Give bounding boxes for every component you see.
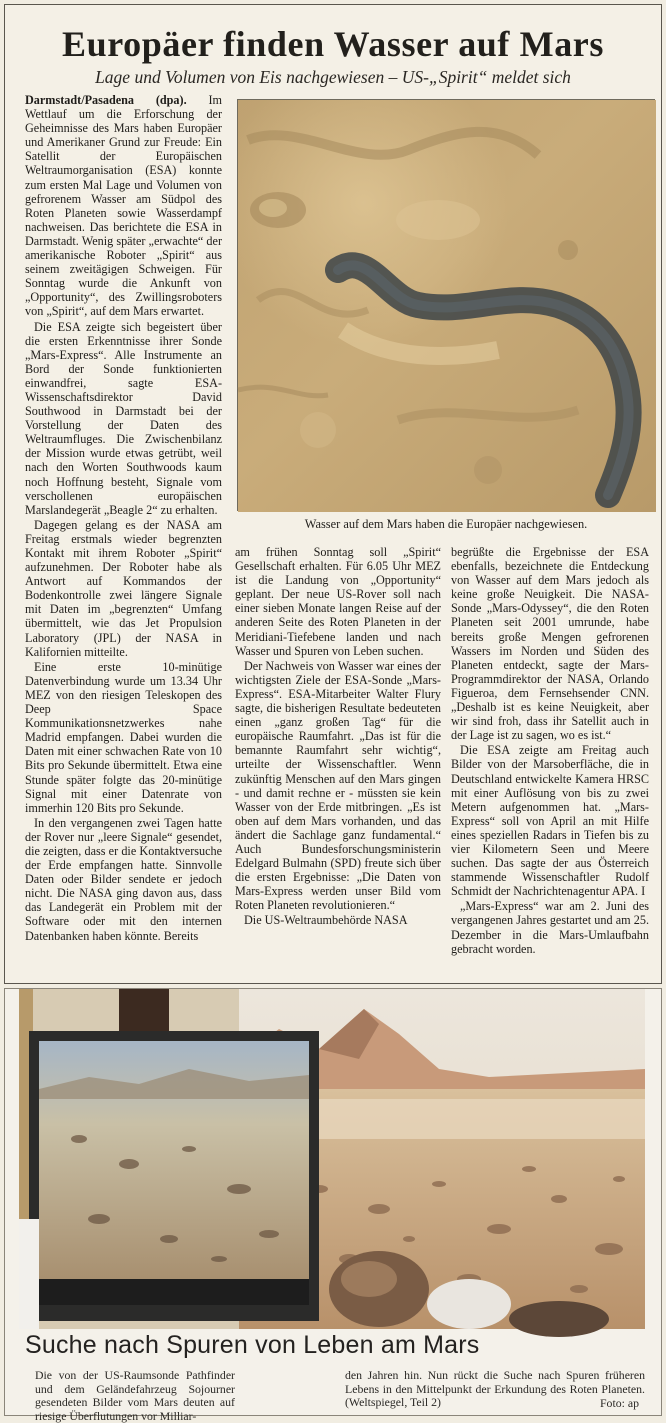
paragraph: Eine erste 10-minütige Datenverbindung wurde um 13.34 Uhr MEZ von den riesigen Teleskopen des Deep Space Kommunikationsnetzwerkes nahe Madrid empfangen. Dabei wurden die Daten mit einer schwachen Rate von 10 Bits pro Sekunde übermittelt. Etwa eine Stunde später folgte das 20-minütige Signal mit einer Datenrate von immerhin 120 Bits pro Sekunde. [25,659,222,815]
article-headline: Europäer finden Wasser auf Mars [62,24,604,64]
article-subheadline: Lage und Volumen von Eis nachgewiesen – US-„Spirit“ meldet sich [95,67,571,87]
photo-headline: Suche nach Spuren von Leben am Mars [25,1331,480,1359]
newspaper-clipping-photo [4,988,662,1423]
exhibit-image [19,989,645,1329]
paragraph: begrüßte die Ergebnisse der ESA ebenfalls, bezeichnete die Entdeckung von Wasser auf dem Mars jedoch als keine große Neuigkeit. Die NASA-Sonde „Mars-Odyssey“, die den Roten Planeten seit 2001 umrunde, habe bereits große Mengen gefrorenen Wassers im Norden und Süden des Planeten entdeckt, sagte der Mars-Programmdirektor der NASA, Orlando Figueroa, dem Fernsehsender CNN. „Deshalb ist es keine Neuigkeit, aber wir sind froh, dass ihr Satellit auch in der Lage ist zu sagen, wo es ist.“ [451,545,649,743]
mars-ice-image [238,100,656,512]
paragraph: Die US-Weltraumbehörde NASA [244,913,408,928]
photo-caption-left: Die von der US-Raumsonde Pathfinder und dem Geländefahrzeug Sojourner gesendeten Bilder vom Mars deuten auf riesige Überflutungen vor Milliar- [35,1368,235,1423]
lead-text: Im Wettlauf um die Erforschung der Geheimnisse des Mars haben Europäer und Amerikaner Grund zur Freude: Ein Satellit der Europäischen Weltraumorganisation (ESA) konnte zum ersten Mal Lage und Volumen von gefrorenem Wasser am Südpol des Roten Planeten sowie Wasserdampf nachweisen. Das berichtete die ESA in Darmstadt. Wenig später „erwachte“ der amerikanische Roboter „Spirit“ aus seinem zweitägigen Schweigen. Für Sonntag wurde die Ankunft von „Opportunity“, des Zwillingsroboters von „Spirit“, auf dem Mars erwartet. [25,93,222,319]
mars-exhibit-photo [19,989,645,1329]
text-column-2 [235,545,441,983]
photo-caption: Wasser auf dem Mars haben die Europäer nachgewiesen. [304,517,588,531]
text-column-1 [25,93,222,983]
paragraph: In den vergangenen zwei Tagen hatte der Rover nur „leere Signale“ gesendet, die zeigten, dass er die Kontaktversuche der Erde empfangen hatte. Sinnvolle Daten oder Bilder sendete er jedoch nicht. Die NASA ging davon aus, dass das Landegerät ein Problem mit der Software oder mit den internen Datenbanken haben könnte. Bereits [25,815,222,943]
dateline: Darmstadt/Pasadena (dpa). [25,93,187,107]
paragraph: „Mars-Express“ war am 2. Juni des vergangenen Jahres gestartet und am 25. Dezember in die Mars-Umlaufbahn gebracht worden. [451,899,649,956]
paragraph-lead [25,93,222,319]
paragraph: Dagegen gelang es der NASA am Freitag erstmals wieder begrenzten Kontakt mit ihrem Roboter „Spirit“ aufzunehmen. Der Roboter habe als Antwort auf Kommandos der Bodenkontrolle zwei längere Signale mit Daten im „begrenzten“ Umfang übermittelt, wie das Jet Propulsion Laboratory (JPL) der NASA in Kalifornien mitteilte. [25,517,222,659]
paragraph: Die ESA zeigte sich begeistert über die ersten Erkenntnisse ihrer Sonde „Mars-Express“. Alle Instrumente an Bord der Sonde funktionierten einwandfrei, sagte ESA-Wissenschaftsdirektor David Southwood in Darmstadt bei der Vorstellung der Daten des Weltraumfluges. Die Zwischenbilanz der Mission wurde etwas getrübt, weil nach den Worten Southwoods kaum noch Hoffnung besteht, Signale vom verschollenen europäischen Marslandegerät „Beagle 2“ zu erhalten. [25,319,222,517]
photo-caption-right: den Jahren hin. Nun rückt die Suche nach Spuren früheren Lebens in den Mittelpunkt der Erkundung des Roten Planeten. (Weltspiegel, Teil 2) [345,1368,645,1410]
text-column-3 [451,545,649,983]
paragraph: Die ESA zeigte am Freitag auch Bilder von der Marsoberfläche, die in Deutschland entwickelte Kamera HRSC mit einer Auflösung von bis zu zwei Metern aufgenommen hat. „Mars-Express“ soll von April an mit Hilfe eines speziellen Radars in Tiefen bis zu vier Kilometern Seen und Meere suchen. Das sagte der aus Österreich stammende Wissenschaftler Rudolf Schmidt der Nachrichtenagentur APA. I [451,743,649,899]
newspaper-clipping-article [4,4,662,984]
mars-surface-photo [237,99,655,511]
paragraph: Der Nachweis von Wasser war eines der wichtigsten Ziele der ESA-Sonde „Mars-Express“. ESA-Mitarbeiter Walter Flury sagte, die bisherigen Resultate bedeuteten einen „ganz großen Tag“ für die europäische Raumfahrt. „Das ist für die bemannte Raumfahrt sehr wichtig“, urteilte der Wissenschaftler. Wenn zukünftig Menschen auf den Mars gingen - und damit rechne er - müssten sie kein Wasser von der Erde mitbringen. „Es ist oben auf dem Mars vorhanden, und das ändert die Sachlage ganz fundamental.“ Auch Bundesforschungsministerin Edelgard Bulmahn (SPD) freute sich über die ersten Ergebnisse: „Die Daten von Mars-Express werden unser Bild vom Roten Planeten revolutionieren.“ [235,658,441,913]
paragraph: am frühen Sonntag soll „Spirit“ Gesellschaft erhalten. Für 6.05 Uhr MEZ ist die Landung von „Opportunity“ geplant. Der neue US-Rover soll nach einer sieben Monate langen Reise auf der anderen Seite des Roten Planeten in der Meridiani-Tiefebene landen und nach Wasser und Spuren von Leben suchen. [235,545,441,658]
photo-credit: Foto: ap [600,1396,639,1410]
